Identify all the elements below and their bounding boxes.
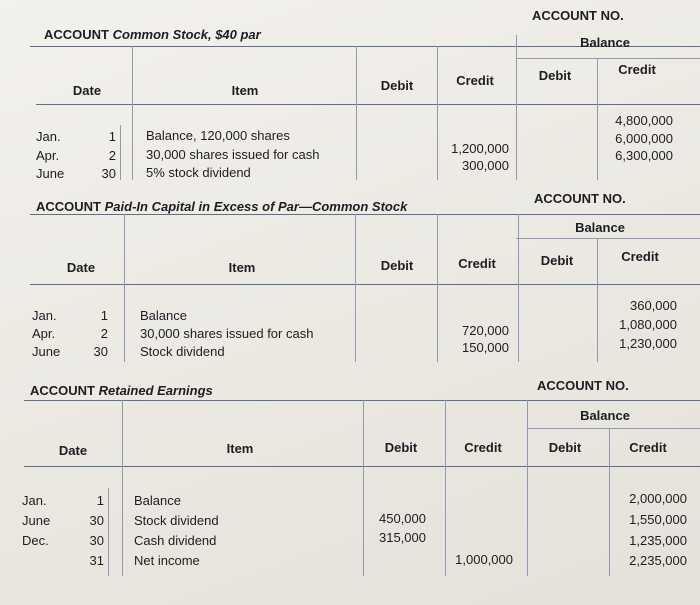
header-credit: Credit <box>458 256 496 271</box>
header-credit: Credit <box>464 440 502 455</box>
row-balance-credit: 360,000 <box>630 298 677 313</box>
row-item: 30,000 shares issued for cash <box>140 326 314 341</box>
row-month: Jan. <box>22 493 47 508</box>
row-balance-credit: 6,300,000 <box>615 148 673 163</box>
row-item: Cash dividend <box>134 533 217 548</box>
col-divider <box>445 400 446 576</box>
account-label: ACCOUNT <box>30 383 95 398</box>
row-month: Jan. <box>32 308 57 323</box>
row-item: Balance, 120,000 shares <box>146 128 290 143</box>
account-title <box>30 383 213 398</box>
header-debit: Debit <box>380 78 414 93</box>
account-name: Retained Earnings <box>98 383 213 398</box>
row-item: 5% stock dividend <box>146 165 251 180</box>
header-balance-debit: Debit <box>540 253 574 268</box>
row-month: Dec. <box>22 533 49 548</box>
account-label: ACCOUNT <box>36 199 101 214</box>
header-date: Date <box>66 260 96 275</box>
row-balance-credit: 2,235,000 <box>629 553 687 568</box>
row-day: 2 <box>100 326 108 341</box>
account-name: Paid-In Capital in Excess of Par—Common Stock <box>104 199 408 214</box>
row-debit: 315,000 <box>379 530 426 545</box>
header-item: Item <box>226 441 254 456</box>
balance-divider-rule <box>527 428 700 429</box>
account-no-label: ACCOUNT NO. <box>537 378 629 393</box>
header-date: Date <box>72 83 102 98</box>
row-day: 1 <box>108 129 116 144</box>
row-balance-credit: 1,230,000 <box>619 336 677 351</box>
row-item: Net income <box>134 553 200 568</box>
row-month: Apr. <box>36 148 60 163</box>
header-item: Item <box>228 260 256 275</box>
row-day: 30 <box>89 533 104 548</box>
row-month: Apr. <box>32 326 56 341</box>
row-month: Jan. <box>36 129 61 144</box>
row-day: 30 <box>89 513 104 528</box>
row-balance-credit: 1,235,000 <box>629 533 687 548</box>
col-divider <box>122 400 123 576</box>
row-day: 1 <box>96 493 104 508</box>
col-divider <box>527 400 528 576</box>
row-balance-credit: 4,800,000 <box>615 113 673 128</box>
row-item: Balance <box>134 493 181 508</box>
row-credit: 150,000 <box>462 340 509 355</box>
row-month: June <box>22 513 51 528</box>
row-day: 1 <box>100 308 108 323</box>
header-balance-debit: Debit <box>538 68 572 83</box>
header-balance-credit: Credit <box>618 62 656 77</box>
row-balance-credit: 2,000,000 <box>629 491 687 506</box>
row-balance-credit: 1,550,000 <box>629 512 687 527</box>
account-name: Common Stock, $40 par <box>112 27 261 42</box>
row-day: 2 <box>108 148 116 163</box>
row-item: Stock dividend <box>134 513 219 528</box>
row-balance-credit: 1,080,000 <box>619 317 677 332</box>
account-no-label: ACCOUNT NO. <box>532 8 624 23</box>
header-bottom-rule <box>24 466 700 467</box>
row-credit: 720,000 <box>462 323 509 338</box>
row-credit: 1,200,000 <box>451 141 509 156</box>
header-balance-credit: Credit <box>629 440 667 455</box>
row-item: Stock dividend <box>140 344 225 359</box>
header-credit: Credit <box>456 73 494 88</box>
header-balance: Balance <box>580 35 630 50</box>
day-divider <box>108 488 109 576</box>
row-debit: 450,000 <box>379 511 426 526</box>
row-item: Balance <box>140 308 187 323</box>
header-balance: Balance <box>580 408 630 423</box>
header-item: Item <box>231 83 259 98</box>
header-debit: Debit <box>380 258 414 273</box>
row-item: 30,000 shares issued for cash <box>146 147 320 162</box>
account-no-label: ACCOUNT NO. <box>534 191 626 206</box>
row-day: 30 <box>101 166 116 181</box>
row-credit: 300,000 <box>462 158 509 173</box>
row-day: 31 <box>89 553 104 568</box>
row-day: 30 <box>93 344 108 359</box>
account-label: ACCOUNT <box>44 27 109 42</box>
col-divider <box>363 400 364 576</box>
row-month: June <box>36 166 65 181</box>
header-balance-debit: Debit <box>548 440 582 455</box>
header-top-rule <box>24 400 700 401</box>
header-balance-credit: Credit <box>621 249 659 264</box>
row-balance-credit: 6,000,000 <box>615 131 673 146</box>
header-balance: Balance <box>575 220 625 235</box>
header-debit: Debit <box>384 440 418 455</box>
row-credit: 1,000,000 <box>455 552 513 567</box>
row-month: June <box>32 344 61 359</box>
header-date: Date <box>58 443 88 458</box>
